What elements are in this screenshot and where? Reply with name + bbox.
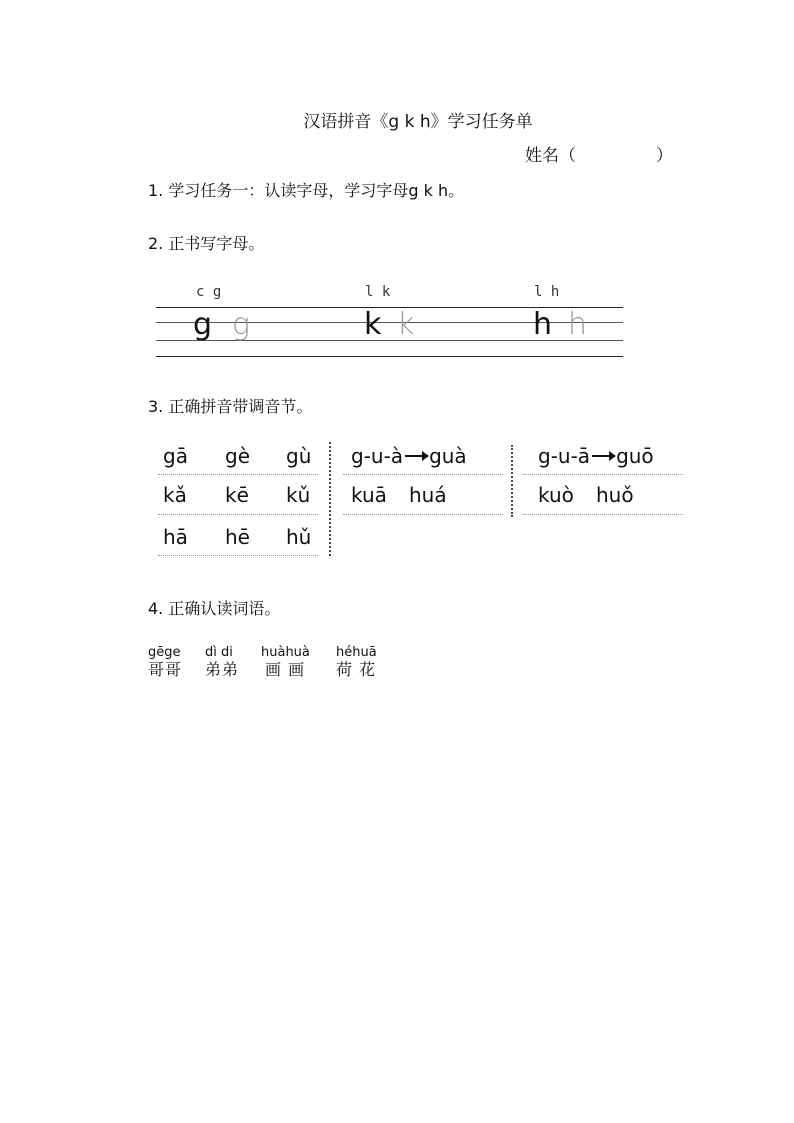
arrow-right-icon	[592, 455, 614, 457]
writing-grid	[156, 307, 623, 357]
spell-result: guà	[429, 444, 467, 468]
divider	[158, 514, 318, 515]
divider	[158, 474, 318, 475]
grid-line-upper	[156, 322, 623, 323]
task-3: 3. 正确拼音带调音节。	[148, 397, 313, 416]
spell-parts: g-u-ā	[538, 444, 591, 468]
divider	[523, 474, 683, 475]
task-4: 4. 正确认读词语。	[148, 599, 281, 618]
word-hanzi: 画 画	[265, 660, 306, 679]
word-pinyin: héhuā	[336, 645, 377, 660]
name-label: 姓名（	[525, 146, 576, 166]
syllable: huǒ	[596, 483, 634, 507]
word-hanzi: 哥哥	[148, 660, 183, 679]
grid-line-base	[156, 340, 623, 341]
word-hanzi: 弟弟	[205, 660, 240, 679]
letter-h-model: h	[533, 307, 553, 342]
spell-result: guō	[616, 444, 654, 468]
spell-parts: g-u-à	[351, 444, 404, 468]
writing-hint-g: c g	[196, 284, 222, 300]
divider	[343, 474, 503, 475]
word-pinyin: gēge	[148, 645, 181, 660]
grid-line-bottom	[156, 356, 623, 357]
syllable: gè	[225, 444, 250, 468]
syllable: gā	[163, 444, 188, 468]
syllable: kuā	[351, 483, 387, 507]
syllable: hā	[163, 525, 188, 549]
task-1: 1. 学习任务一：认读字母，学习字母g k h。	[148, 181, 465, 200]
spell-formula-2	[538, 442, 654, 470]
syllable: kuò	[538, 483, 574, 507]
arrow-right-icon	[405, 455, 427, 457]
divider	[343, 514, 503, 515]
writing-hint-h: l h	[534, 284, 560, 300]
syllable: hǔ	[286, 525, 312, 549]
syllable: hē	[225, 525, 250, 549]
word-pinyin: dì di	[205, 645, 233, 660]
grid-line-top	[156, 307, 623, 308]
worksheet-title: 汉语拼音《g k h》学习任务单	[303, 112, 533, 132]
letter-h-trace: h	[568, 307, 588, 342]
column-separator	[511, 445, 513, 517]
letter-k-model: k	[364, 307, 382, 342]
letter-g-trace: g	[232, 307, 251, 342]
divider	[523, 514, 683, 515]
writing-hint-k: l k	[365, 284, 391, 300]
divider	[158, 555, 318, 556]
spell-formula-1	[351, 442, 467, 470]
word-pinyin: huàhuà	[261, 645, 310, 660]
name-close: ）	[656, 146, 673, 166]
syllable: kē	[225, 483, 249, 507]
word-hanzi: 荷 花	[336, 660, 377, 679]
task-2: 2. 正书写字母。	[148, 234, 265, 253]
syllable: kǎ	[163, 483, 187, 507]
syllable: gù	[286, 444, 312, 468]
syllable: kǔ	[286, 483, 311, 507]
syllable: huá	[409, 483, 447, 507]
column-separator	[329, 442, 331, 556]
letter-g-model: g	[193, 307, 213, 342]
name-field[interactable]	[525, 141, 673, 166]
letter-k-trace: k	[397, 307, 415, 342]
